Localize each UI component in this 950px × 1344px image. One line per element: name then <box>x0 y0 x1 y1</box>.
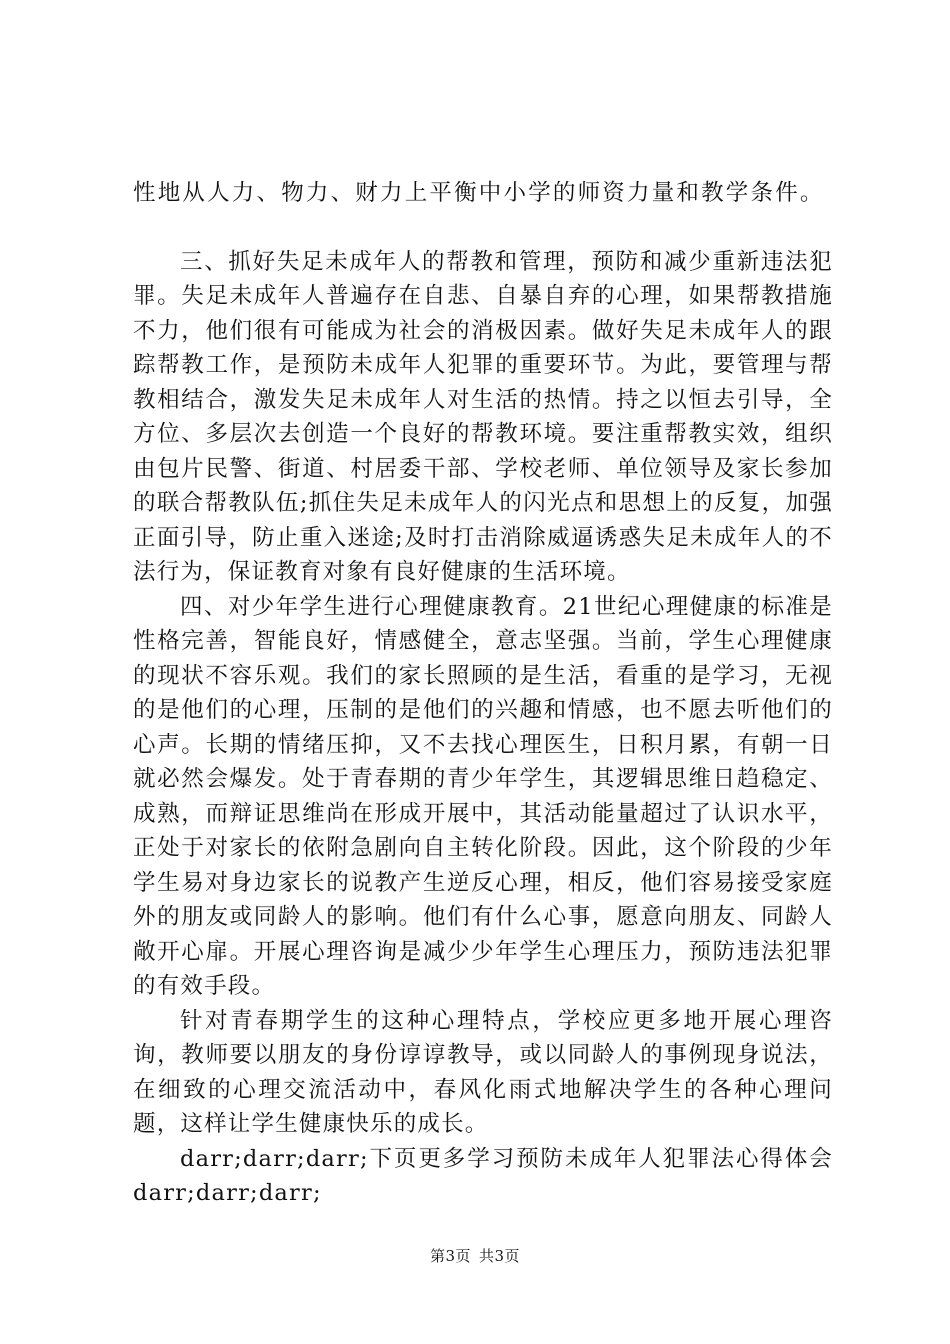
page-number-current: 第3页 <box>429 1247 471 1265</box>
paragraph-continuation: 性地从人力、物力、财力上平衡中小学的师资力量和教学条件。 <box>133 180 825 206</box>
paragraph-section-three: 三、抓好失足未成年人的帮教和管理，预防和减少重新违法犯罪。失足未成年人普遍存在自悲、自暴自弃的心理，如果帮教措施不力，他们很有可能成为社会的消极因素。做好失足未成年人的跟踪帮教工作，是预防未成年人犯罪的重要环节。为此，要管理与帮教相结合，激发失足未成年人对生活的热情。持之以恒去引导，全方位、多层次去创造一个良好的帮教环境。要注重帮教实效，组织由包片民警、街道、村居委干部、学校老师、单位领导及家长参加的联合帮教队伍;抓住失足未成年人的闪光点和思想上的反复，加强正面引导，防止重入迷途;及时打击消除威逼诱惑失足未成年人的不法行为，保证教育对象有良好健康的生活环境。 <box>133 248 833 585</box>
page-footer <box>0 1245 950 1266</box>
paragraph-gap <box>133 211 833 245</box>
paragraph-section-four: 四、对少年学生进行心理健康教育。21世纪心理健康的标准是性格完善，智能良好，情感健全，意志坚强。当前，学生心理健康的现状不容乐观。我们的家长照顾的是生活，看重的是学习，无视的是他们的心理，压制的是他们的兴趣和情感，也不愿去听他们的心声。长期的情绪压抑，又不去找心理医生，日积月累，有朝一日就必然会爆发。处于青春期的青少年学生，其逻辑思维日趋稳定、成熟，而辩证思维尚在形成开展中，其活动能量超过了认识水平，正处于对家长的依附急剧向自主转化阶段。因此，这个阶段的少年学生易对身边家长的说教产生逆反心理，相反，他们容易接受家庭外的朋友或同龄人的影响。他们有什么心事，愿意向朋友、同龄人敞开心扉。开展心理咨询是减少少年学生心理压力，预防违法犯罪的有效手段。 <box>133 593 833 999</box>
document-body <box>133 176 833 1211</box>
page-number-total: 共3页 <box>479 1247 521 1265</box>
paragraph-next-page-link: darr;darr;darr;下页更多学习预防未成年人犯罪法心得体会 darr;darr;darr; <box>133 1145 833 1206</box>
paragraph-counseling: 针对青春期学生的这种心理特点，学校应更多地开展心理咨询，教师要以朋友的身份谆谆教导，或以同龄人的事例现身说法，在细致的心理交流活动中，春风化雨式地解决学生的各种心理问题，这样让学生健康快乐的成长。 <box>133 1007 833 1137</box>
